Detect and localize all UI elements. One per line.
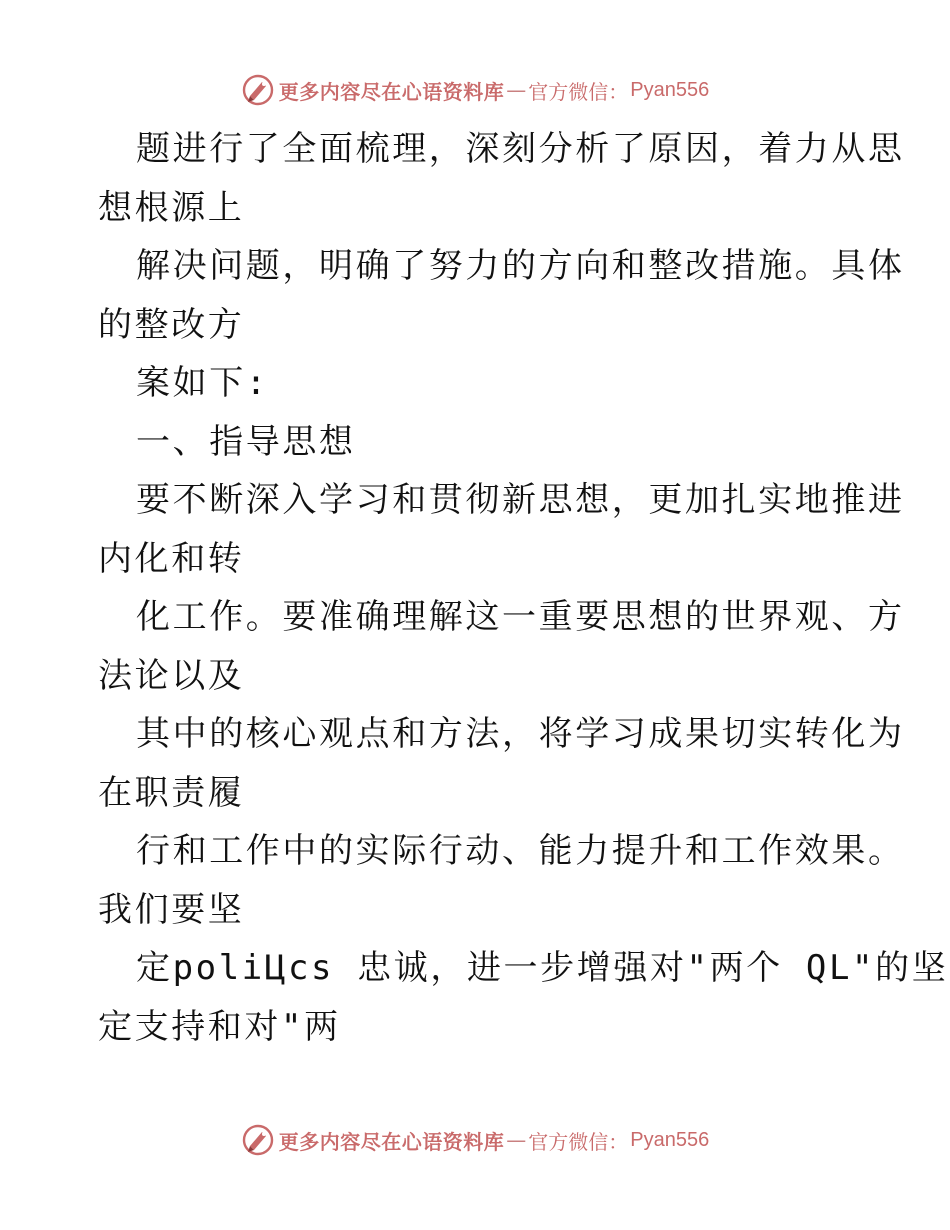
text-line: 法论以及 bbox=[98, 655, 245, 696]
text-line: 的整改方 bbox=[98, 304, 245, 345]
watermark-separator: — bbox=[506, 78, 527, 102]
text-line: 在职责履 bbox=[98, 772, 245, 813]
text-line: 行和工作中的实际行动、能力提升和工作效果。 bbox=[136, 831, 905, 871]
text-line: 定poliЦcs 忠诚，进一步增强对"两个 QL"的坚 bbox=[136, 948, 949, 988]
footer-watermark bbox=[0, 1123, 950, 1157]
watermark-title: 更多内容尽在心语资料库 bbox=[278, 1129, 505, 1154]
watermark-wechat-id: Pyan556 bbox=[630, 78, 710, 101]
text-line: 解决问题，明确了努力的方向和整改措施。具体 bbox=[136, 246, 905, 286]
watermark-separator: — bbox=[506, 1128, 527, 1152]
text-line: 定支持和对"两 bbox=[98, 1006, 341, 1047]
text-line: 其中的核心观点和方法，将学习成果切实转化为 bbox=[136, 714, 905, 754]
text-line: 案如下: bbox=[136, 363, 269, 403]
text-line: 题进行了全面梳理，深刻分析了原因，着力从思 bbox=[136, 129, 905, 169]
header-watermark bbox=[0, 73, 950, 107]
text-line: 想根源上 bbox=[98, 187, 245, 228]
body-text bbox=[98, 120, 949, 1056]
brand-logo-icon bbox=[241, 73, 275, 107]
text-line: 化工作。要准确理解这一重要思想的世界观、方 bbox=[136, 597, 905, 637]
text-line: 我们要坚 bbox=[98, 889, 245, 930]
watermark-wechat-label: 官方微信： bbox=[528, 1129, 629, 1154]
brand-logo-icon bbox=[241, 1123, 275, 1157]
text-line: 要不断深入学习和贯彻新思想，更加扎实地推进 bbox=[136, 480, 905, 520]
watermark-title: 更多内容尽在心语资料库 bbox=[278, 79, 505, 104]
watermark-wechat-label: 官方微信： bbox=[528, 79, 629, 104]
section-heading: 一、指导思想 bbox=[136, 421, 356, 462]
text-line: 内化和转 bbox=[98, 538, 245, 579]
watermark-wechat-id: Pyan556 bbox=[630, 1128, 710, 1151]
